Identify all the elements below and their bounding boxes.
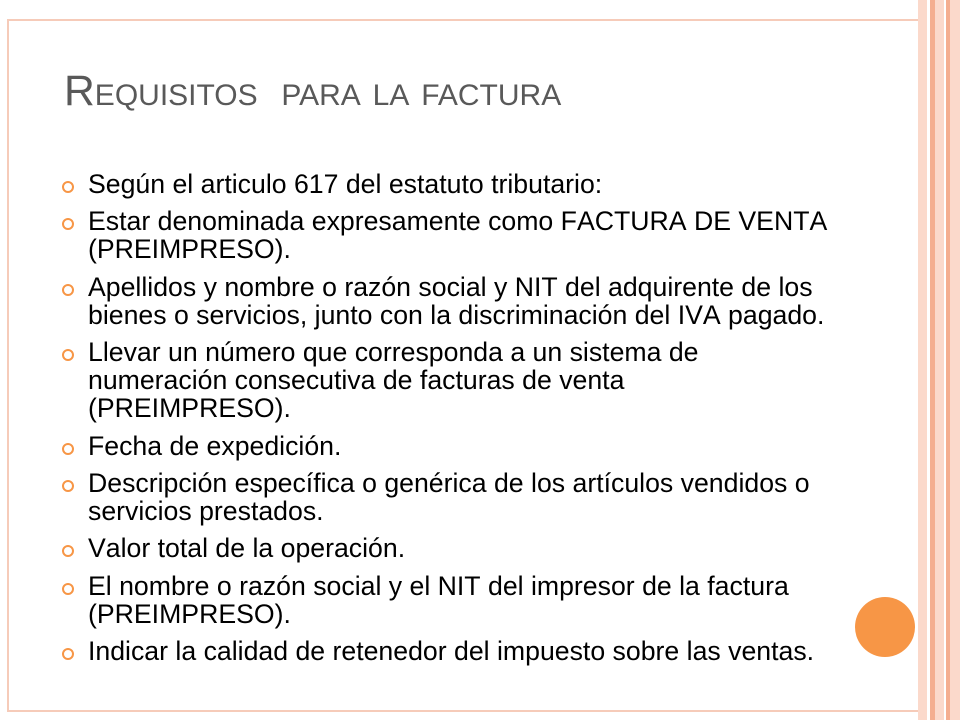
bullet-item	[88, 432, 833, 460]
ring-bullet-icon	[62, 284, 74, 296]
right-decorative-stripes	[918, 0, 960, 720]
bullet-item	[88, 469, 833, 525]
ring-bullet-icon	[62, 181, 74, 193]
orange-circle-icon	[855, 597, 915, 657]
slide-title: Requisitos para la factura	[64, 67, 562, 115]
bullet-item	[88, 572, 833, 628]
bullet-list	[88, 170, 833, 665]
bullet-text: El nombre o razón social y el NIT del impresor de la factura (PREIMPRESO).	[88, 570, 789, 629]
bullet-text: Llevar un número que corresponda a un sistema de numeración consecutiva de facturas de venta (PREIMPRESO).	[88, 337, 699, 424]
bullet-item	[88, 170, 833, 198]
bullet-text: Fecha de expedición.	[88, 430, 342, 461]
bullet-text: Descripción específica o genérica de los artículos vendidos o servicios prestados.	[88, 467, 810, 526]
bullet-text: Según el articulo 617 del estatuto tributario:	[88, 169, 603, 199]
bullet-text: Valor total de la operación.	[88, 533, 406, 564]
bullet-item	[88, 273, 833, 329]
ring-bullet-icon	[62, 443, 74, 455]
bullet-text: Estar denominada expresamente como FACTURA DE VENTA (PREIMPRESO).	[88, 206, 828, 265]
bullet-item	[88, 207, 833, 263]
bullet-item	[88, 534, 833, 562]
bullet-text: Indicar la calidad de retenedor del impuesto sobre las ventas.	[88, 636, 815, 667]
bullet-text: Apellidos y nombre o razón social y NIT del adquirente de los bienes o servicios, junto con la discriminación del IVA pagado.	[88, 271, 825, 330]
ring-bullet-icon	[62, 480, 74, 492]
bullet-item	[88, 637, 833, 665]
bullet-item	[88, 338, 833, 422]
ring-bullet-icon	[62, 583, 74, 595]
